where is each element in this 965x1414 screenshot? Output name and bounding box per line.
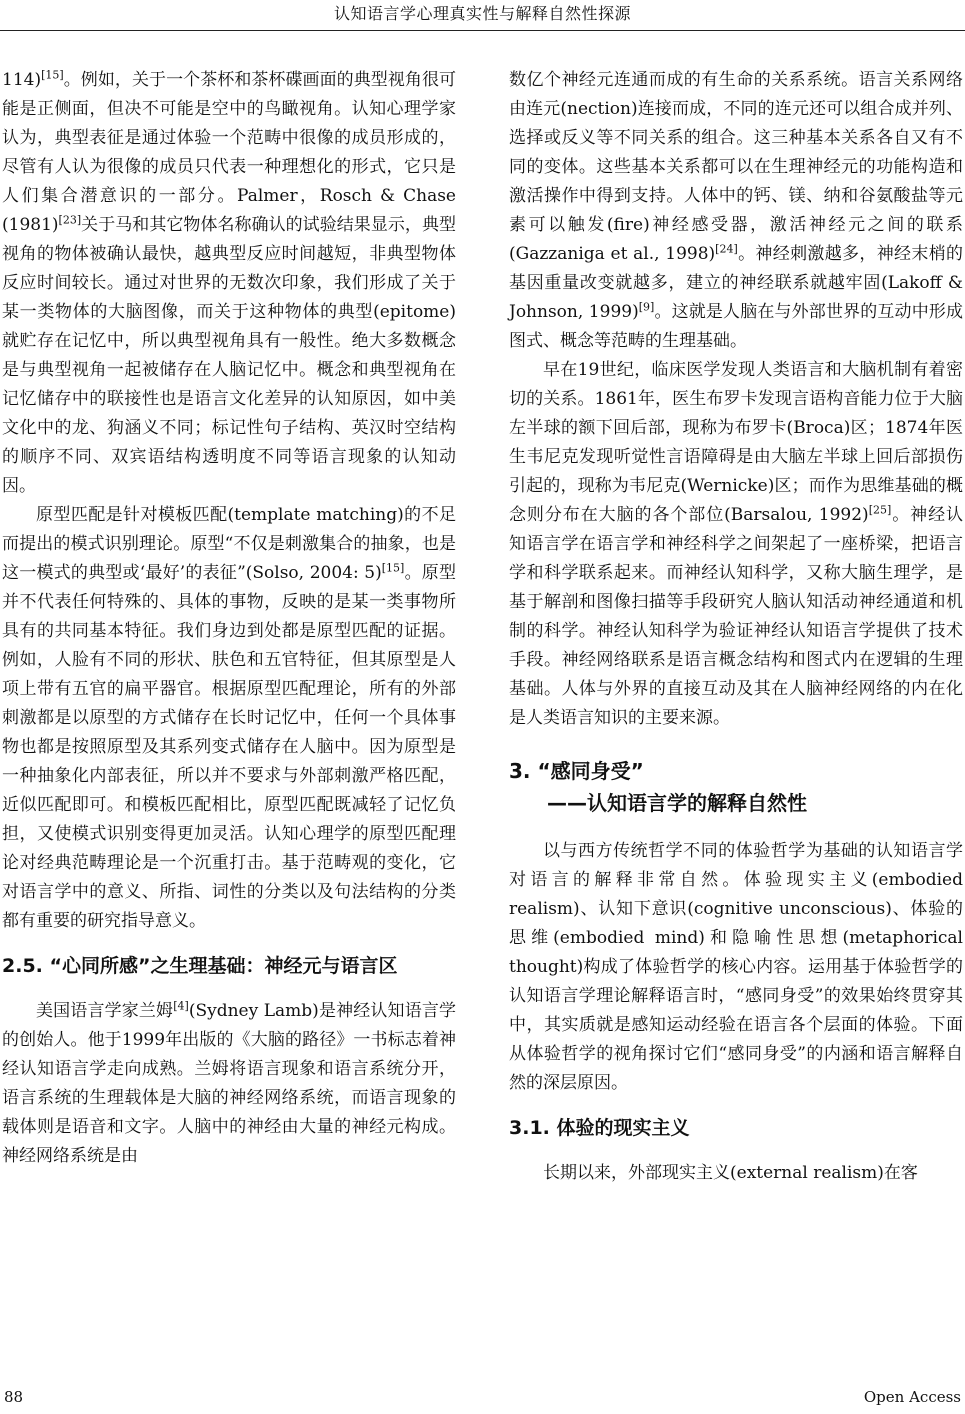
heading-line: 3. “感同身受” (509, 759, 644, 783)
citation-ref: [4] (173, 999, 189, 1013)
paragraph (509, 66, 963, 356)
paragraph (2, 501, 456, 936)
citation-ref: [23] (58, 213, 82, 227)
paragraph: 长期以来，外部现实主义(external realism)在客 (543, 1163, 918, 1183)
publisher-label: Open Access (863, 1388, 961, 1406)
citation-ref: [9] (638, 300, 655, 314)
heading-line: ——认知语言学的解释自然性 (547, 791, 807, 815)
text-run: 114) (2, 70, 42, 90)
left-column (2, 66, 456, 1171)
text-run: 。神经认知语言学在语言学和神经科学之间架起了一座桥梁，把语言学和科学联系起来。而神经认知科学，又称大脑生理学，是基于解剖和图像扫描等手段研究人脑认知活动神经通道和机制的科学。神经认知科学为验证神经认知语言学提供了技术手段。神经网络联系是语言概念结构和图式内在逻辑的生理基础。人体与外界的直接互动及其在人脑神经网络的内在化是人类语言知识的主要来源。 (509, 505, 964, 728)
text-run: 美国语言学家兰姆 (36, 1001, 174, 1021)
paragraph: 以与西方传统哲学不同的体验哲学为基础的认知语言学对语言的解释非常自然。体验现实主义(embodied realism)、认知下意识(cognitive unconscious)、体验的思维(embodied mind)和隐喻性思想(metaphorical thought)构成了体验哲学的核心内容。运用基于体验哲学的认知语言学理论解释语言时，“感同身受”的效果始终贯穿其中，其实质就是感知运动经验在语言各个层面的体验。下面从体验哲学的视角探讨它们“感同身受”的内涵和语言解释自然的深层原因。 (509, 841, 963, 1093)
citation-ref: [15] (381, 561, 405, 575)
text-run: 。例如，关于一个茶杯和茶杯碟画面的典型视角很可能是正侧面，但决不可能是空中的鸟瞰视角。认知心理学家认为，典型表征是通过体验一个范畴中很像的成员形成的，尽管有人认为很像的成员只代表一种理想化的形式，它只是人们集合潜意识的一部分。Palmer，Rosch & Chase (1981) (2, 70, 456, 235)
paragraph (2, 997, 456, 1171)
header-divider (0, 30, 965, 31)
text-run: 关于马和其它物体名称确认的试验结果显示，典型视角的物体被确认最快，越典型反应时间越短，非典型物体反应时间较长。通过对世界的无数次印象，我们形成了关于某一类物体的大脑图像，而关于这种物体的典型(epitome)就贮存在记忆中，所以典型视角具有一般性。绝大多数概念是与典型视角一起被储存在人脑记忆中。概念和典型视角在记忆储存中的联接性也是语言文化差异的认知原因，如中美文化中的龙、狗涵义不同；标记性句子结构、英汉时空结构的顺序不同、双宾语结构透明度不同等语言现象的认知动因。 (2, 215, 456, 496)
citation-ref: [25] (868, 503, 892, 517)
paragraph (509, 356, 963, 733)
text-run: (Sydney Lamb)是神经认知语言学的创始人。他于1999年出版的《大脑的路径》一书标志着神经认知语言学走向成熟。兰姆将语言现象和语言系统分开，语言系统的生理载体是大脑的神经网络系统，而语言现象的载体则是语音和文字。人脑中的神经由大量的神经元构成。神经网络系统是由 (2, 1001, 457, 1166)
text-run: 。原型并不代表任何特殊的、具体的事物，反映的是某一类事物所具有的共同基本特征。我们身边到处都是原型匹配的证据。例如，人脸有不同的形状、肤色和五官特征，但其原型是人项上带有五官的扁平器官。根据原型匹配理论，所有的外部刺激都是以原型的方式储存在长时记忆中，任何一个具体事物也都是按照原型及其系列变式储存在人脑中。因为原型是一种抽象化内部表征，所以并不要求与外部刺激严格匹配，近似匹配即可。和模板匹配相比，原型匹配既减轻了记忆负担，又使模式识别变得更加灵活。认知心理学的原型匹配理论对经典范畴理论是一个沉重打击。基于范畴观的变化，它对语言学中的意义、所指、词性的分类以及句法结构的分类都有重要的研究指导意义。 (2, 563, 457, 931)
page-number: 88 (4, 1388, 24, 1406)
citation-ref: [24] (715, 242, 738, 256)
paragraph (2, 66, 456, 501)
subsection-heading: 3.1. 体验的现实主义 (509, 1117, 690, 1139)
text-run: 早在19世纪，临床医学发现人类语言和大脑机制有着密切的关系。1861年，医生布罗卡发现言语构音能力位于大脑左半球的额下回后部，现称为布罗卡(Broca)区；1874年医生韦尼克发现听觉性言语障碍是由大脑左半球上回后部损伤引起的，现称为韦尼克(Wernicke)区；而作为思维基础的概念则分布在大脑的各个部位(Barsalou, 1992) (509, 360, 963, 525)
text-run: 原型匹配是针对模板匹配(template matching)的不足而提出的模式识别理论。原型“不仅是刺激集合的抽象，也是这一模式的典型或‘最好’的表征”(Solso, 2004: 5) (2, 505, 456, 583)
text-run: 数亿个神经元连通而成的有生命的关系系统。语言关系网络由连元(nection)连接而成，不同的连元还可以组合成并列、选择或反义等不同关系的组合。这三种基本关系各自又有不同的变体。这些基本关系都可以在生理神经元的功能构造和激活操作中得到支持。人体中的钙、镁、纳和谷氨酸盐等元素可以触发(fire)神经感受器，激活神经元之间的联系(Gazzaniga et al., 1998) (509, 70, 963, 264)
running-header: 认知语言学心理真实性与解释自然性探源 (333, 4, 631, 23)
text-run: 。这就是人脑在与外部世界的互动中形成图式、概念等范畴的生理基础。 (509, 302, 964, 351)
right-column (509, 66, 963, 1188)
text-run: 。神经刺激越多，神经末梢的基因重量改变就越多，建立的神经联系就越牢固(Lakoff & Johnson, 1999) (509, 244, 964, 322)
section-heading: 2.5. “心同所感”之生理基础：神经元与语言区 (2, 955, 398, 977)
citation-ref: [15] (41, 68, 64, 82)
section-heading (509, 755, 963, 819)
